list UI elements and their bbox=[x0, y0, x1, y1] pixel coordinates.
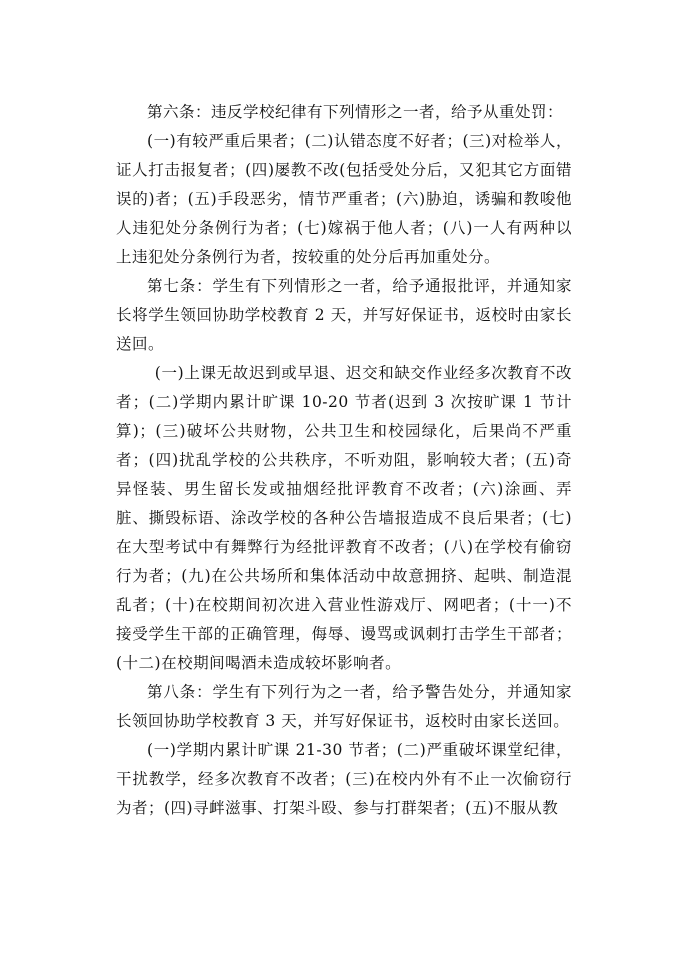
article-6-heading: 第六条：违反学校纪律有下列情形之一者，给予从重处罚： bbox=[147, 103, 564, 121]
article-7-heading: 第七条：学生有下列情形之一者，给予通报批评，并通知家长将学生领回协助学校教育 2 天，并写好保证书，返校时由家长送回。 bbox=[116, 277, 572, 353]
article-7-items: (一)上课无故迟到或早退、迟交和缺交作业经多次教育不改者；(二)学期内累计旷课 10-20 节者(迟到 3 次按旷课 1 节计算)；(三)破坏公共财物，公共卫生和校园绿化，后果尚不严重者；(四)扰乱学校的公共秩序，不听劝阻，影响较大者；(五)奇异怪装、男生留长发或抽烟经批评教育不改者；(六)涂画、弄脏、撕毁标语、涂改学校的各种公告墙报造成不良后果者；(七)在大型考试中有舞弊行为经批评教育不改者；(八)在学校有偷窃行为者；(九)在公共场所和集体活动中故意拥挤、起哄、制造混乱者；(十)在校期间初次进入营业性游戏厅、网吧者；(十一)不接受学生干部的正确管理，侮辱、谩骂或讽刺打击学生干部者；(十二)在校期间喝酒未造成较坏影响者。 bbox=[116, 364, 572, 672]
article-8-heading: 第八条：学生有下列行为之一者，给予警告处分，并通知家长领回协助学校教育 3 天，并写好保证书，返校时由家长送回。 bbox=[116, 683, 572, 730]
document-body bbox=[116, 98, 572, 823]
article-6-items: (一)有较严重后果者；(二)认错态度不好者；(三)对检举人，证人打击报复者；(四)屡教不改(包括受处分后，又犯其它方面错误的)者；(五)手段恶劣，情节严重者；(六)胁迫，诱骗和教唆他人违犯处分条例行为者；(七)嫁祸于他人者；(八)一人有两种以上违犯处分条例行为者，按较重的处分后再加重处分。 bbox=[116, 132, 572, 266]
article-8-items: (一)学期内累计旷课 21-30 节者；(二)严重破坏课堂纪律，干扰教学，经多次教育不改者；(三)在校内外有不止一次偷窃行为者；(四)寻衅滋事、打架斗殴、参与打群架者；(五)不服从教 bbox=[116, 741, 572, 817]
